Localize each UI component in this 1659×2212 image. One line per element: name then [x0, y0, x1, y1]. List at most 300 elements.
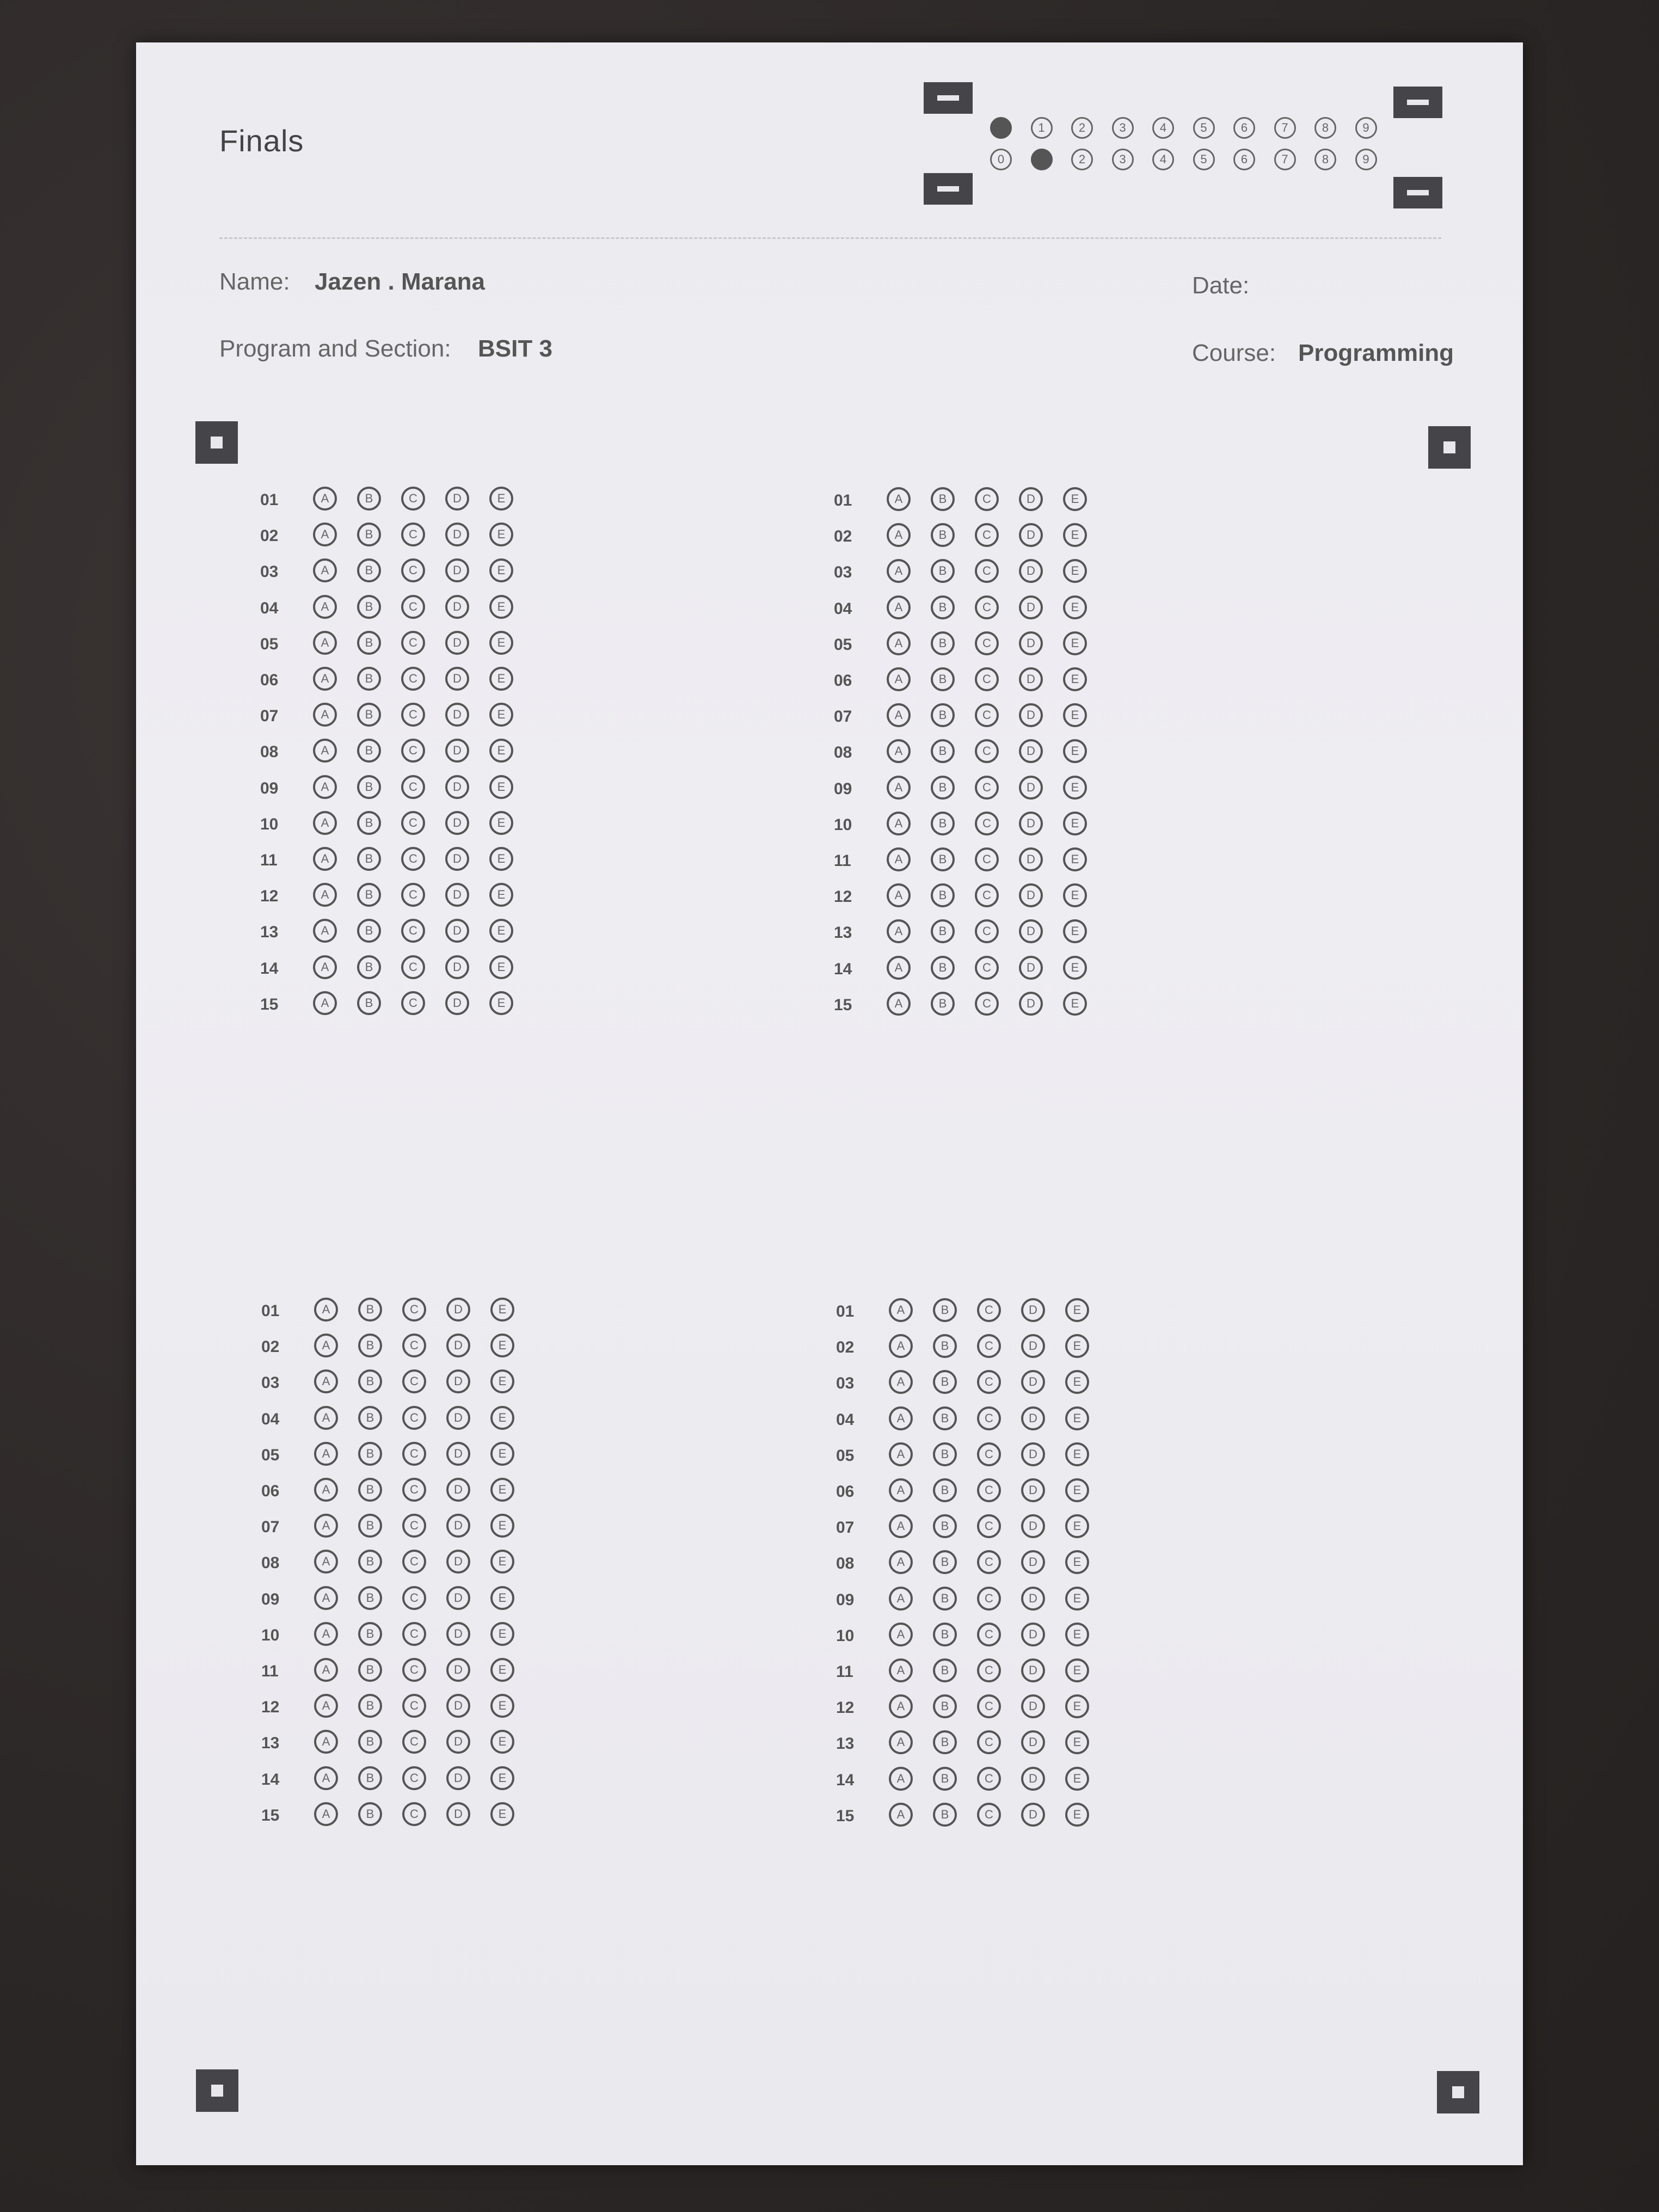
answer-bubble-c[interactable]: C: [977, 1442, 1001, 1466]
answer-bubble-b[interactable]: B: [358, 1694, 382, 1718]
answer-bubble-d[interactable]: D: [1019, 919, 1043, 943]
answer-bubble-c[interactable]: C: [402, 1442, 426, 1466]
answer-bubble-b[interactable]: B: [933, 1623, 957, 1646]
answer-bubble-b[interactable]: B: [933, 1406, 957, 1430]
answer-bubble-c[interactable]: C: [977, 1334, 1001, 1358]
answer-bubble-b[interactable]: B: [358, 1369, 382, 1393]
answer-bubble-b[interactable]: B: [933, 1334, 957, 1358]
answer-bubble-d[interactable]: D: [1021, 1694, 1045, 1718]
answer-bubble-e[interactable]: E: [490, 1766, 514, 1790]
answer-bubble-d[interactable]: D: [446, 1622, 470, 1646]
answer-bubble-e[interactable]: E: [489, 883, 513, 907]
answer-bubble-c[interactable]: C: [402, 1586, 426, 1610]
answer-bubble-a[interactable]: A: [889, 1334, 913, 1358]
answer-bubble-c[interactable]: C: [977, 1767, 1001, 1791]
answer-bubble-d[interactable]: D: [446, 1442, 470, 1466]
answer-bubble-b[interactable]: B: [933, 1803, 957, 1827]
answer-bubble-a[interactable]: A: [889, 1587, 913, 1611]
answer-bubble-b[interactable]: B: [358, 1442, 382, 1466]
answer-bubble-a[interactable]: A: [313, 775, 337, 799]
answer-bubble-d[interactable]: D: [446, 1802, 470, 1826]
answer-bubble-e[interactable]: E: [1065, 1658, 1089, 1682]
answer-bubble-a[interactable]: A: [887, 739, 911, 763]
answer-bubble-e[interactable]: E: [1063, 667, 1087, 691]
answer-bubble-a[interactable]: A: [889, 1406, 913, 1430]
answer-bubble-e[interactable]: E: [490, 1658, 514, 1682]
answer-bubble-e[interactable]: E: [489, 703, 513, 727]
answer-bubble-c[interactable]: C: [401, 703, 425, 727]
answer-bubble-c[interactable]: C: [402, 1658, 426, 1682]
answer-bubble-b[interactable]: B: [357, 811, 381, 835]
answer-bubble-e[interactable]: E: [490, 1298, 514, 1322]
answer-bubble-c[interactable]: C: [402, 1369, 426, 1393]
answer-bubble-d[interactable]: D: [1019, 703, 1043, 727]
answer-bubble-e[interactable]: E: [1065, 1478, 1089, 1502]
answer-bubble-e[interactable]: E: [490, 1334, 514, 1357]
answer-bubble-d[interactable]: D: [1021, 1550, 1045, 1574]
answer-bubble-e[interactable]: E: [1063, 523, 1087, 547]
answer-bubble-a[interactable]: A: [889, 1658, 913, 1682]
answer-bubble-e[interactable]: E: [489, 558, 513, 582]
answer-bubble-e[interactable]: E: [489, 631, 513, 655]
answer-bubble-a[interactable]: A: [314, 1478, 338, 1502]
answer-bubble-e[interactable]: E: [1063, 919, 1087, 943]
answer-bubble-c[interactable]: C: [402, 1298, 426, 1322]
answer-bubble-a[interactable]: A: [889, 1298, 913, 1322]
answer-bubble-c[interactable]: C: [401, 739, 425, 763]
answer-bubble-d[interactable]: D: [1021, 1406, 1045, 1430]
answer-bubble-b[interactable]: B: [933, 1514, 957, 1538]
answer-bubble-b[interactable]: B: [358, 1802, 382, 1826]
answer-bubble-e[interactable]: E: [1065, 1334, 1089, 1358]
answer-bubble-a[interactable]: A: [314, 1766, 338, 1790]
answer-bubble-c[interactable]: C: [402, 1334, 426, 1357]
answer-bubble-d[interactable]: D: [1019, 631, 1043, 655]
answer-bubble-b[interactable]: B: [931, 883, 955, 907]
answer-bubble-a[interactable]: A: [887, 812, 911, 835]
answer-bubble-d[interactable]: D: [1019, 812, 1043, 835]
answer-bubble-c[interactable]: C: [975, 523, 999, 547]
answer-bubble-b[interactable]: B: [931, 812, 955, 835]
answer-bubble-c[interactable]: C: [977, 1478, 1001, 1502]
answer-bubble-a[interactable]: A: [887, 523, 911, 547]
answer-bubble-a[interactable]: A: [313, 847, 337, 871]
answer-bubble-e[interactable]: E: [1063, 776, 1087, 800]
answer-bubble-e[interactable]: E: [1065, 1730, 1089, 1754]
answer-bubble-a[interactable]: A: [889, 1514, 913, 1538]
answer-bubble-e[interactable]: E: [1065, 1623, 1089, 1646]
answer-bubble-a[interactable]: A: [313, 667, 337, 691]
answer-bubble-a[interactable]: A: [889, 1478, 913, 1502]
answer-bubble-e[interactable]: E: [490, 1622, 514, 1646]
answer-bubble-d[interactable]: D: [445, 811, 469, 835]
answer-bubble-d[interactable]: D: [445, 703, 469, 727]
answer-bubble-d[interactable]: D: [445, 739, 469, 763]
answer-bubble-e[interactable]: E: [490, 1550, 514, 1574]
answer-bubble-b[interactable]: B: [358, 1334, 382, 1357]
answer-bubble-a[interactable]: A: [313, 487, 337, 511]
answer-bubble-d[interactable]: D: [445, 667, 469, 691]
answer-bubble-c[interactable]: C: [975, 667, 999, 691]
answer-bubble-c[interactable]: C: [402, 1766, 426, 1790]
answer-bubble-a[interactable]: A: [313, 919, 337, 943]
answer-bubble-c[interactable]: C: [977, 1623, 1001, 1646]
answer-bubble-d[interactable]: D: [1019, 847, 1043, 871]
answer-bubble-d[interactable]: D: [1019, 992, 1043, 1016]
answer-bubble-e[interactable]: E: [1065, 1767, 1089, 1791]
answer-bubble-b[interactable]: B: [933, 1478, 957, 1502]
answer-bubble-c[interactable]: C: [975, 487, 999, 511]
answer-bubble-b[interactable]: B: [357, 883, 381, 907]
answer-bubble-c[interactable]: C: [402, 1730, 426, 1754]
answer-bubble-a[interactable]: A: [313, 595, 337, 619]
answer-bubble-c[interactable]: C: [977, 1370, 1001, 1394]
answer-bubble-b[interactable]: B: [358, 1514, 382, 1538]
answer-bubble-d[interactable]: D: [1021, 1442, 1045, 1466]
answer-bubble-a[interactable]: A: [889, 1767, 913, 1791]
answer-bubble-c[interactable]: C: [402, 1694, 426, 1718]
id-bubble[interactable]: 5: [1193, 149, 1215, 170]
id-bubble[interactable]: 4: [1152, 149, 1174, 170]
answer-bubble-c[interactable]: C: [401, 883, 425, 907]
answer-bubble-b[interactable]: B: [358, 1766, 382, 1790]
answer-bubble-d[interactable]: D: [446, 1298, 470, 1322]
answer-bubble-e[interactable]: E: [1065, 1406, 1089, 1430]
answer-bubble-c[interactable]: C: [977, 1406, 1001, 1430]
answer-bubble-e[interactable]: E: [1065, 1587, 1089, 1611]
answer-bubble-b[interactable]: B: [358, 1298, 382, 1322]
answer-bubble-c[interactable]: C: [975, 956, 999, 980]
answer-bubble-b[interactable]: B: [933, 1658, 957, 1682]
answer-bubble-a[interactable]: A: [314, 1622, 338, 1646]
answer-bubble-b[interactable]: B: [357, 558, 381, 582]
answer-bubble-b[interactable]: B: [931, 847, 955, 871]
answer-bubble-b[interactable]: B: [931, 487, 955, 511]
answer-bubble-e[interactable]: E: [1063, 992, 1087, 1016]
answer-bubble-e[interactable]: E: [490, 1514, 514, 1538]
answer-bubble-d[interactable]: D: [1019, 956, 1043, 980]
answer-bubble-c[interactable]: C: [977, 1694, 1001, 1718]
answer-bubble-c[interactable]: C: [401, 595, 425, 619]
answer-bubble-c[interactable]: C: [401, 631, 425, 655]
answer-bubble-a[interactable]: A: [314, 1730, 338, 1754]
answer-bubble-b[interactable]: B: [931, 631, 955, 655]
answer-bubble-b[interactable]: B: [931, 559, 955, 583]
answer-bubble-d[interactable]: D: [445, 955, 469, 979]
answer-bubble-d[interactable]: D: [1021, 1514, 1045, 1538]
answer-bubble-c[interactable]: C: [402, 1406, 426, 1430]
answer-bubble-a[interactable]: A: [889, 1730, 913, 1754]
id-bubble[interactable]: 3: [1112, 117, 1134, 139]
answer-bubble-a[interactable]: A: [314, 1658, 338, 1682]
answer-bubble-d[interactable]: D: [1021, 1334, 1045, 1358]
answer-bubble-d[interactable]: D: [1021, 1370, 1045, 1394]
answer-bubble-b[interactable]: B: [931, 523, 955, 547]
answer-bubble-a[interactable]: A: [313, 811, 337, 835]
answer-bubble-e[interactable]: E: [490, 1369, 514, 1393]
answer-bubble-e[interactable]: E: [1063, 812, 1087, 835]
answer-bubble-c[interactable]: C: [401, 991, 425, 1015]
answer-bubble-b[interactable]: B: [357, 847, 381, 871]
answer-bubble-e[interactable]: E: [1063, 956, 1087, 980]
answer-bubble-b[interactable]: B: [358, 1478, 382, 1502]
answer-bubble-d[interactable]: D: [445, 631, 469, 655]
answer-bubble-a[interactable]: A: [313, 631, 337, 655]
answer-bubble-d[interactable]: D: [445, 991, 469, 1015]
answer-bubble-a[interactable]: A: [314, 1369, 338, 1393]
answer-bubble-c[interactable]: C: [401, 487, 425, 511]
answer-bubble-c[interactable]: C: [401, 847, 425, 871]
answer-bubble-e[interactable]: E: [490, 1586, 514, 1610]
answer-bubble-a[interactable]: A: [887, 992, 911, 1016]
answer-bubble-e[interactable]: E: [1065, 1370, 1089, 1394]
answer-bubble-e[interactable]: E: [489, 811, 513, 835]
answer-bubble-b[interactable]: B: [357, 919, 381, 943]
answer-bubble-b[interactable]: B: [357, 991, 381, 1015]
id-bubble[interactable]: 2: [1071, 117, 1093, 139]
answer-bubble-b[interactable]: B: [357, 955, 381, 979]
answer-bubble-c[interactable]: C: [975, 595, 999, 619]
answer-bubble-d[interactable]: D: [1019, 487, 1043, 511]
answer-bubble-b[interactable]: B: [931, 595, 955, 619]
answer-bubble-e[interactable]: E: [489, 739, 513, 763]
answer-bubble-b[interactable]: B: [357, 523, 381, 546]
answer-bubble-d[interactable]: D: [445, 487, 469, 511]
answer-bubble-d[interactable]: D: [446, 1730, 470, 1754]
answer-bubble-b[interactable]: B: [357, 775, 381, 799]
answer-bubble-a[interactable]: A: [889, 1694, 913, 1718]
answer-bubble-d[interactable]: D: [1021, 1623, 1045, 1646]
answer-bubble-c[interactable]: C: [975, 739, 999, 763]
answer-bubble-c[interactable]: C: [975, 919, 999, 943]
answer-bubble-b[interactable]: B: [931, 739, 955, 763]
answer-bubble-a[interactable]: A: [314, 1550, 338, 1574]
answer-bubble-d[interactable]: D: [446, 1694, 470, 1718]
answer-bubble-d[interactable]: D: [445, 558, 469, 582]
answer-bubble-d[interactable]: D: [445, 847, 469, 871]
answer-bubble-d[interactable]: D: [446, 1766, 470, 1790]
answer-bubble-d[interactable]: D: [445, 919, 469, 943]
answer-bubble-d[interactable]: D: [1021, 1298, 1045, 1322]
answer-bubble-d[interactable]: D: [1021, 1767, 1045, 1791]
answer-bubble-b[interactable]: B: [358, 1406, 382, 1430]
answer-bubble-c[interactable]: C: [401, 558, 425, 582]
answer-bubble-a[interactable]: A: [313, 558, 337, 582]
answer-bubble-a[interactable]: A: [314, 1334, 338, 1357]
answer-bubble-d[interactable]: D: [446, 1334, 470, 1357]
answer-bubble-a[interactable]: A: [314, 1442, 338, 1466]
answer-bubble-c[interactable]: C: [401, 811, 425, 835]
answer-bubble-d[interactable]: D: [1019, 595, 1043, 619]
id-bubble[interactable]: 6: [1233, 149, 1255, 170]
answer-bubble-e[interactable]: E: [1063, 703, 1087, 727]
answer-bubble-e[interactable]: E: [489, 775, 513, 799]
answer-bubble-a[interactable]: A: [887, 883, 911, 907]
answer-bubble-b[interactable]: B: [933, 1550, 957, 1574]
answer-bubble-d[interactable]: D: [445, 883, 469, 907]
answer-bubble-c[interactable]: C: [975, 883, 999, 907]
answer-bubble-d[interactable]: D: [1019, 667, 1043, 691]
answer-bubble-b[interactable]: B: [357, 631, 381, 655]
answer-bubble-d[interactable]: D: [445, 523, 469, 546]
answer-bubble-a[interactable]: A: [314, 1406, 338, 1430]
answer-bubble-b[interactable]: B: [358, 1658, 382, 1682]
answer-bubble-d[interactable]: D: [1019, 883, 1043, 907]
answer-bubble-e[interactable]: E: [490, 1442, 514, 1466]
id-bubble[interactable]: [990, 117, 1012, 139]
answer-bubble-d[interactable]: D: [1019, 776, 1043, 800]
answer-bubble-a[interactable]: A: [314, 1298, 338, 1322]
answer-bubble-b[interactable]: B: [933, 1730, 957, 1754]
answer-bubble-d[interactable]: D: [1019, 559, 1043, 583]
answer-bubble-c[interactable]: C: [977, 1550, 1001, 1574]
answer-bubble-e[interactable]: E: [489, 667, 513, 691]
answer-bubble-e[interactable]: E: [489, 955, 513, 979]
answer-bubble-e[interactable]: E: [489, 523, 513, 546]
answer-bubble-d[interactable]: D: [446, 1658, 470, 1682]
answer-bubble-a[interactable]: A: [889, 1623, 913, 1646]
answer-bubble-c[interactable]: C: [977, 1514, 1001, 1538]
answer-bubble-d[interactable]: D: [1021, 1803, 1045, 1827]
answer-bubble-b[interactable]: B: [931, 703, 955, 727]
answer-bubble-e[interactable]: E: [1063, 631, 1087, 655]
id-bubble[interactable]: 1: [1031, 117, 1053, 139]
answer-bubble-b[interactable]: B: [933, 1370, 957, 1394]
answer-bubble-a[interactable]: A: [314, 1514, 338, 1538]
answer-bubble-d[interactable]: D: [1021, 1587, 1045, 1611]
answer-bubble-c[interactable]: C: [402, 1550, 426, 1574]
answer-bubble-a[interactable]: A: [314, 1802, 338, 1826]
answer-bubble-a[interactable]: A: [313, 883, 337, 907]
answer-bubble-a[interactable]: A: [887, 631, 911, 655]
answer-bubble-b[interactable]: B: [931, 919, 955, 943]
id-bubble[interactable]: 7: [1274, 149, 1296, 170]
answer-bubble-e[interactable]: E: [1065, 1550, 1089, 1574]
answer-bubble-c[interactable]: C: [975, 631, 999, 655]
answer-bubble-e[interactable]: E: [1065, 1694, 1089, 1718]
answer-bubble-a[interactable]: A: [889, 1370, 913, 1394]
id-bubble[interactable]: 7: [1274, 117, 1296, 139]
answer-bubble-d[interactable]: D: [446, 1406, 470, 1430]
answer-bubble-a[interactable]: A: [887, 776, 911, 800]
answer-bubble-b[interactable]: B: [357, 667, 381, 691]
answer-bubble-e[interactable]: E: [1063, 739, 1087, 763]
answer-bubble-d[interactable]: D: [445, 595, 469, 619]
answer-bubble-a[interactable]: A: [887, 956, 911, 980]
answer-bubble-b[interactable]: B: [933, 1767, 957, 1791]
answer-bubble-b[interactable]: B: [358, 1550, 382, 1574]
id-bubble[interactable]: 8: [1314, 117, 1336, 139]
answer-bubble-d[interactable]: D: [1021, 1730, 1045, 1754]
answer-bubble-c[interactable]: C: [975, 992, 999, 1016]
answer-bubble-c[interactable]: C: [977, 1730, 1001, 1754]
answer-bubble-a[interactable]: A: [887, 667, 911, 691]
id-bubble[interactable]: 6: [1233, 117, 1255, 139]
answer-bubble-b[interactable]: B: [358, 1730, 382, 1754]
answer-bubble-c[interactable]: C: [401, 919, 425, 943]
answer-bubble-a[interactable]: A: [313, 991, 337, 1015]
answer-bubble-a[interactable]: A: [887, 703, 911, 727]
answer-bubble-b[interactable]: B: [357, 703, 381, 727]
answer-bubble-d[interactable]: D: [1019, 523, 1043, 547]
id-bubble[interactable]: 5: [1193, 117, 1215, 139]
answer-bubble-c[interactable]: C: [401, 667, 425, 691]
answer-bubble-a[interactable]: A: [889, 1803, 913, 1827]
answer-bubble-b[interactable]: B: [933, 1442, 957, 1466]
answer-bubble-e[interactable]: E: [489, 919, 513, 943]
answer-bubble-a[interactable]: A: [313, 523, 337, 546]
answer-bubble-b[interactable]: B: [931, 956, 955, 980]
answer-bubble-c[interactable]: C: [401, 523, 425, 546]
answer-bubble-e[interactable]: E: [1063, 487, 1087, 511]
answer-bubble-d[interactable]: D: [446, 1586, 470, 1610]
answer-bubble-c[interactable]: C: [401, 955, 425, 979]
answer-bubble-c[interactable]: C: [401, 775, 425, 799]
answer-bubble-e[interactable]: E: [489, 487, 513, 511]
answer-bubble-c[interactable]: C: [977, 1803, 1001, 1827]
answer-bubble-d[interactable]: D: [446, 1550, 470, 1574]
answer-bubble-b[interactable]: B: [931, 667, 955, 691]
answer-bubble-a[interactable]: A: [887, 847, 911, 871]
answer-bubble-b[interactable]: B: [357, 595, 381, 619]
answer-bubble-d[interactable]: D: [1019, 739, 1043, 763]
answer-bubble-e[interactable]: E: [489, 991, 513, 1015]
answer-bubble-b[interactable]: B: [933, 1587, 957, 1611]
answer-bubble-d[interactable]: D: [446, 1369, 470, 1393]
answer-bubble-e[interactable]: E: [1065, 1298, 1089, 1322]
answer-bubble-a[interactable]: A: [887, 487, 911, 511]
id-bubble[interactable]: 8: [1314, 149, 1336, 170]
answer-bubble-c[interactable]: C: [975, 776, 999, 800]
answer-bubble-e[interactable]: E: [489, 595, 513, 619]
answer-bubble-d[interactable]: D: [1021, 1658, 1045, 1682]
answer-bubble-c[interactable]: C: [975, 703, 999, 727]
answer-bubble-e[interactable]: E: [1063, 595, 1087, 619]
answer-bubble-c[interactable]: C: [977, 1298, 1001, 1322]
answer-bubble-c[interactable]: C: [975, 559, 999, 583]
answer-bubble-c[interactable]: C: [977, 1658, 1001, 1682]
answer-bubble-b[interactable]: B: [357, 739, 381, 763]
answer-bubble-a[interactable]: A: [313, 955, 337, 979]
answer-bubble-a[interactable]: A: [313, 739, 337, 763]
answer-bubble-a[interactable]: A: [313, 703, 337, 727]
answer-bubble-c[interactable]: C: [402, 1622, 426, 1646]
answer-bubble-b[interactable]: B: [933, 1694, 957, 1718]
answer-bubble-e[interactable]: E: [490, 1694, 514, 1718]
answer-bubble-e[interactable]: E: [1065, 1514, 1089, 1538]
answer-bubble-e[interactable]: E: [1063, 883, 1087, 907]
answer-bubble-b[interactable]: B: [931, 992, 955, 1016]
answer-bubble-a[interactable]: A: [887, 595, 911, 619]
answer-bubble-c[interactable]: C: [977, 1587, 1001, 1611]
answer-bubble-c[interactable]: C: [402, 1802, 426, 1826]
answer-bubble-d[interactable]: D: [445, 775, 469, 799]
answer-bubble-d[interactable]: D: [446, 1478, 470, 1502]
answer-bubble-e[interactable]: E: [490, 1406, 514, 1430]
id-bubble[interactable]: 9: [1355, 117, 1377, 139]
answer-bubble-a[interactable]: A: [314, 1586, 338, 1610]
answer-bubble-c[interactable]: C: [402, 1514, 426, 1538]
answer-bubble-e[interactable]: E: [1063, 847, 1087, 871]
answer-bubble-d[interactable]: D: [446, 1514, 470, 1538]
answer-bubble-a[interactable]: A: [889, 1442, 913, 1466]
answer-bubble-e[interactable]: E: [490, 1730, 514, 1754]
answer-bubble-a[interactable]: A: [887, 919, 911, 943]
answer-bubble-b[interactable]: B: [358, 1622, 382, 1646]
id-bubble[interactable]: 9: [1355, 149, 1377, 170]
id-bubble[interactable]: 2: [1071, 149, 1093, 170]
id-bubble[interactable]: 0: [990, 149, 1012, 170]
